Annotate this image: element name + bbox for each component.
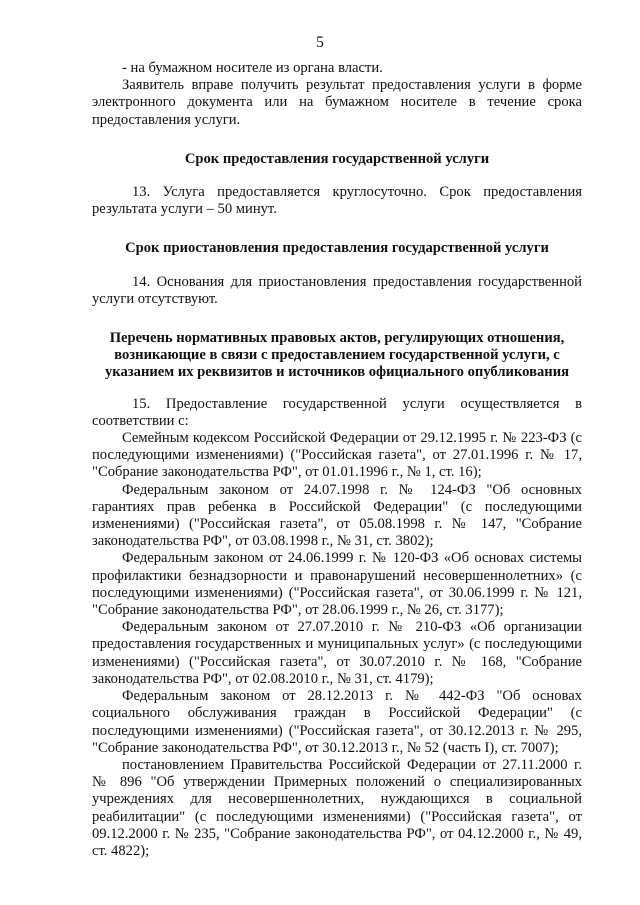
legal-act-family-code: Семейным кодексом Российской Федерации от 29.12.1995 г. № 223-ФЗ (с последующими изменениями) ("Российская газета", от 27.01.1996 г. № 17, "Собрание законодательства РФ", от 01.01.1996 г., № 1, ст. 16); (92, 430, 582, 481)
legal-act-fz-210: Федеральным законом от 27.07.2010 г. № 210-ФЗ «Об организации предоставления государственных и муниципальных услуг» (с последующими изменениями) ("Российская газета", от 30.07.2010 г. № 168, "Собрание законодательства РФ", от 02.08.2010 г., № 31, ст. 4179); (92, 619, 582, 687)
legal-act-fz-442: Федеральным законом от 28.12.2013 г. № 442-ФЗ "Об основах социального обслуживания граждан в Российской Федерации" (с последующими изменениями) ("Российская газета", от 30.12.2013 г. № 295, "Собрание законодательства РФ", от 30.12.2013 г., № 52 (часть I), ст. 7007); (92, 688, 582, 756)
paragraph-14: 14. Основания для приостановления предоставления государственной услуги отсутствуют. (92, 273, 582, 307)
heading-suspension-term: Срок приостановления предоставления государственной услуги (125, 240, 549, 257)
legal-act-decree-896: постановлением Правительства Российской Федерации от 27.11.2000 г. № 896 "Об утверждении Примерных положений о специализированных учреждениях для несовершеннолетних, нуждающихся в социальной реабилитации" (с последующими изменениями) ("Российская газета", от 09.12.2000 г. № 235, "Собрание законодательства РФ", от 04.12.2000 г., № 49, ст. 4822); (92, 756, 582, 859)
paragraph-applicant-right: Заявитель вправе получить результат предоставления услуги в форме электронного документа или на бумажном носителе в течение срока предоставления услуги. (92, 77, 582, 128)
paragraph-13: 13. Услуга предоставляется круглосуточно. Срок предоставления результата услуги – 50 минут. (92, 184, 582, 218)
legal-act-fz-120: Федеральным законом от 24.06.1999 г. № 120-ФЗ «Об основах системы профилактики безнадзорности и правонарушений несовершеннолетних» (с последующими изменениями) ("Российская газета", от 30.06.1999 г. № 121, "Собрание законодательства РФ", от 28.06.1999 г., № 26, ст. 3177); (92, 550, 582, 619)
paragraph-15: 15. Предоставление государственной услуги осуществляется в соответствии с: (92, 395, 582, 429)
heading-legal-acts: Перечень нормативных правовых актов, регулирующих отношения, возникающие в связи с предоставлением государственной услуги, с указанием их реквизитов и источников официального опубликования (105, 330, 569, 381)
legal-act-fz-124: Федеральным законом от 24.07.1998 г. № 124-ФЗ "Об основных гарантиях прав ребенка в Российской Федерации" (с последующими изменениями) ("Российская газета", от 05.08.1998 г. № 147, "Собрание законодательства РФ", от 03.08.1998 г., № 31, ст. 3802); (92, 481, 582, 550)
document-body (92, 60, 582, 860)
heading-service-term: Срок предоставления государственной услуги (184, 150, 490, 167)
paragraph-paper-option: - на бумажном носителе из органа власти. (122, 60, 383, 76)
page-number: 5 (316, 34, 324, 51)
